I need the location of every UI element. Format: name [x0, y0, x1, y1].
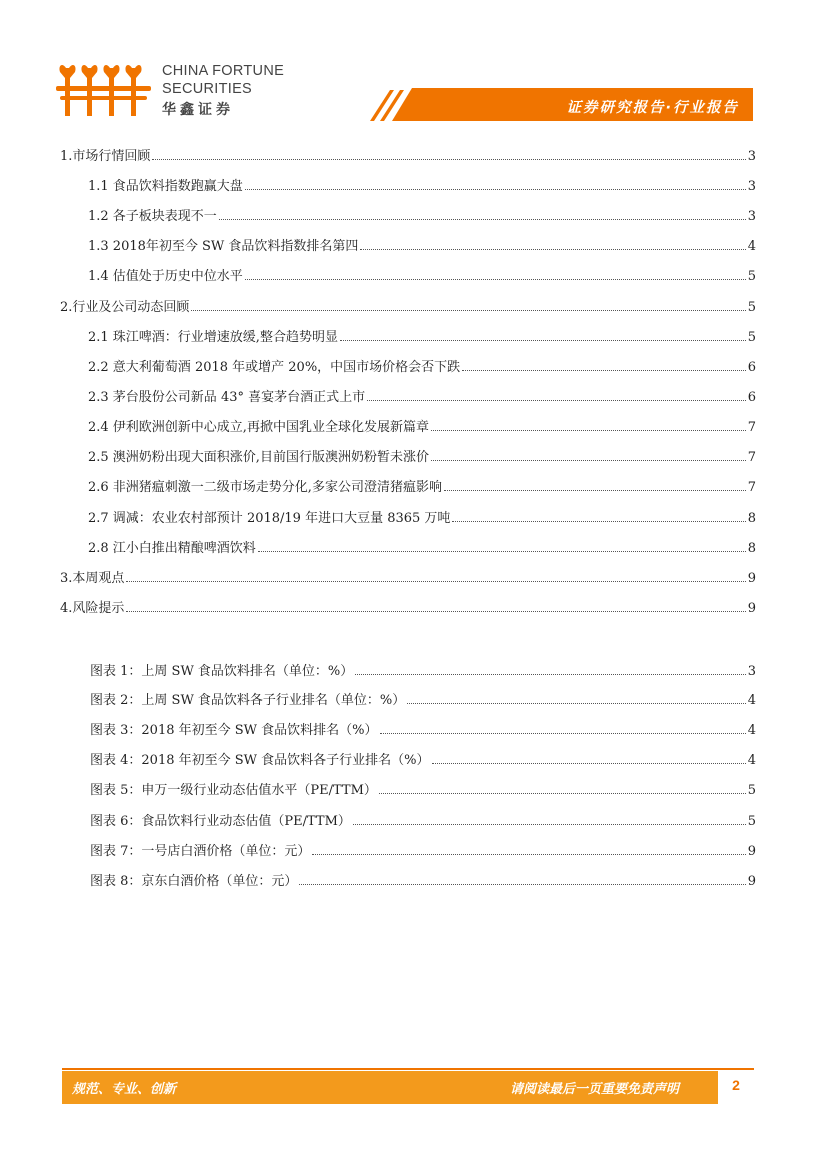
brand-name-en-line2: SECURITIES: [162, 81, 253, 97]
toc-leader-dots: [431, 459, 746, 461]
toc-leader-dots: [360, 248, 745, 250]
figure-page-number: 4: [747, 693, 756, 708]
toc-label: 1.3 2018年初至今 SW 食品饮料指数排名第四: [88, 239, 359, 254]
toc-section-2-8[interactable]: [88, 537, 756, 556]
toc-section-2-2[interactable]: [88, 356, 756, 375]
toc-section-4[interactable]: [60, 597, 756, 616]
toc-label: 2.7 调减：农业农村部预计 2018/19 年进口大豆量 8365 万吨: [88, 511, 451, 526]
brand-name-en-line1: CHINA FORTUNE: [162, 63, 285, 79]
toc-label: 1.2 各子板块表现不一: [88, 209, 217, 224]
figure-page-number: 4: [747, 723, 756, 738]
toc-section-1[interactable]: [60, 145, 756, 164]
figure-list-item-6[interactable]: [90, 810, 756, 829]
figure-list-item-7[interactable]: [90, 840, 756, 859]
figure-list-item-8[interactable]: [90, 870, 756, 889]
toc-leader-dots: [126, 580, 745, 582]
figure-page-number: 9: [747, 874, 756, 889]
figure-list-item-3[interactable]: [90, 719, 756, 738]
toc-leader-dots: [258, 550, 746, 552]
figure-label: 图表 2：上周 SW 食品饮料各子行业排名（单位：%）: [90, 693, 406, 708]
toc-leader-dots: [444, 489, 746, 491]
toc-page-number: 7: [747, 450, 756, 465]
toc-page-number: 5: [747, 330, 756, 345]
toc-leader-dots: [191, 309, 745, 311]
toc-leader-dots: [367, 399, 746, 401]
figure-list-item-4[interactable]: [90, 749, 756, 768]
figure-page-number: 9: [747, 844, 756, 859]
figure-list-item-2[interactable]: [90, 689, 756, 708]
toc-section-1-3[interactable]: [88, 235, 756, 254]
toc-page-number: 9: [747, 571, 756, 586]
toc-page-number: 8: [747, 511, 756, 526]
toc-leader-dots: [462, 369, 746, 371]
toc-leader-dots: [312, 853, 745, 855]
footer-disclaimer-note: 请阅读最后一页重要免责声明: [510, 1082, 680, 1097]
toc-leader-dots: [340, 339, 746, 341]
toc-section-2-3[interactable]: [88, 386, 756, 405]
figure-page-number: 5: [747, 814, 756, 829]
toc-page-number: 8: [747, 541, 756, 556]
toc-label: 1.4 估值处于历史中位水平: [88, 269, 243, 284]
toc-leader-dots: [126, 610, 745, 612]
footer-divider: [62, 1068, 754, 1070]
toc-label: 2.5 澳洲奶粉出现大面积涨价,目前国行版澳洲奶粉暂未涨价: [88, 450, 429, 465]
figure-page-number: 3: [747, 664, 756, 679]
footer-page-number: 2: [732, 1077, 740, 1093]
figure-page-number: 5: [747, 783, 756, 798]
toc-leader-dots: [432, 762, 746, 764]
toc-section-3[interactable]: [60, 567, 756, 586]
toc-leader-dots: [245, 278, 746, 280]
toc-leader-dots: [245, 188, 746, 190]
toc-label: 2.4 伊利欧洲创新中心成立,再掀中国乳业全球化发展新篇章: [88, 420, 429, 435]
toc-label: 1.市场行情回顾: [60, 149, 151, 164]
toc-section-2-7[interactable]: [88, 507, 756, 526]
toc-section-2[interactable]: [60, 296, 756, 315]
figure-label: 图表 3：2018 年初至今 SW 食品饮料排名（%）: [90, 723, 378, 738]
toc-section-1-2[interactable]: [88, 205, 756, 224]
page-header: [0, 0, 827, 125]
toc-label: 2.行业及公司动态回顾: [60, 300, 190, 315]
toc-page-number: 5: [747, 300, 756, 315]
toc-leader-dots: [299, 883, 745, 885]
figure-label: 图表 4：2018 年初至今 SW 食品饮料各子行业排名（%）: [90, 753, 430, 768]
toc-page-number: 4: [747, 239, 756, 254]
toc-page-number: 3: [747, 149, 756, 164]
toc-leader-dots: [431, 429, 746, 431]
toc-page-number: 6: [747, 360, 756, 375]
toc-leader-dots: [219, 218, 746, 220]
toc-page-number: 5: [747, 269, 756, 284]
toc-leader-dots: [353, 823, 746, 825]
figure-label: 图表 7：一号店白酒价格（单位：元）: [90, 844, 311, 859]
toc-page-number: 6: [747, 390, 756, 405]
toc-page-number: 3: [747, 179, 756, 194]
toc-label: 4.风险提示: [60, 601, 125, 616]
toc-leader-dots: [379, 792, 746, 794]
figure-label: 图表 8：京东白酒价格（单位：元）: [90, 874, 298, 889]
toc-label: 2.8 江小白推出精酿啤酒饮料: [88, 541, 256, 556]
figure-page-number: 4: [747, 753, 756, 768]
toc-page-number: 7: [747, 480, 756, 495]
figure-list-item-5[interactable]: [90, 779, 756, 798]
toc-page-number: 9: [747, 601, 756, 616]
toc-leader-dots: [152, 158, 745, 160]
footer-slogan: 规范、专业、创新: [72, 1082, 177, 1097]
toc-leader-dots: [355, 673, 745, 675]
toc-section-2-4[interactable]: [88, 416, 756, 435]
toc-label: 2.2 意大利葡萄酒 2018 年或增产 20%，中国市场价格会否下跌: [88, 360, 461, 375]
figure-label: 图表 1：上周 SW 食品饮料排名（单位：%）: [90, 664, 354, 679]
toc-section-1-4[interactable]: [88, 265, 756, 284]
brand-name-cn: 华鑫证券: [162, 102, 234, 118]
toc-section-1-1[interactable]: [88, 175, 756, 194]
china-fortune-logo-icon: [56, 60, 151, 120]
toc-section-2-5[interactable]: [88, 446, 756, 465]
toc-page-number: 3: [747, 209, 756, 224]
toc-label: 3.本周观点: [60, 571, 125, 586]
figure-list-item-1[interactable]: [90, 660, 756, 679]
toc-leader-dots: [407, 702, 745, 704]
toc-label: 1.1 食品饮料指数跑赢大盘: [88, 179, 243, 194]
toc-section-2-1[interactable]: [88, 326, 756, 345]
report-type-label: 证券研究报告·行业报告: [566, 100, 739, 116]
toc-leader-dots: [452, 520, 745, 522]
toc-label: 2.6 非洲猪瘟刺激一二级市场走势分化,多家公司澄清猪瘟影响: [88, 480, 442, 495]
toc-section-2-6[interactable]: [88, 476, 756, 495]
toc-page-number: 7: [747, 420, 756, 435]
figure-label: 图表 5：申万一级行业动态估值水平（PE/TTM）: [90, 783, 377, 798]
toc-label: 2.3 茅台股份公司新品 43° 喜宴茅台酒正式上市: [88, 390, 366, 405]
toc-label: 2.1 珠江啤酒：行业增速放缓,整合趋势明显: [88, 330, 338, 345]
toc-leader-dots: [380, 732, 746, 734]
figure-label: 图表 6：食品饮料行业动态估值（PE/TTM）: [90, 814, 351, 829]
